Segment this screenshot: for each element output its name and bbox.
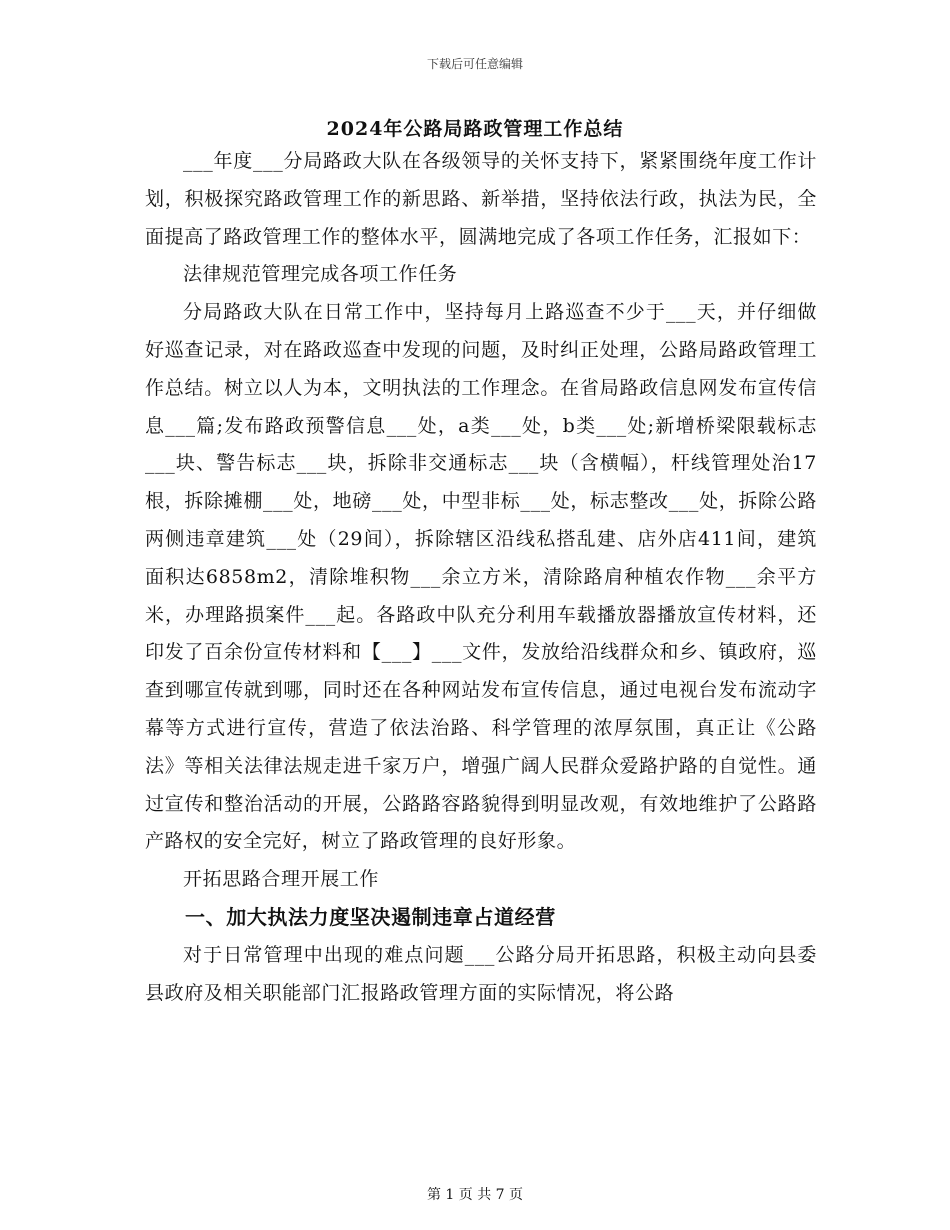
page-number: 第 1 页 共 7 页 (426, 1187, 524, 1203)
document-body (145, 143, 817, 1012)
section-heading-1: 一、加大执法力度坚决遏制违章占道经营 (185, 904, 556, 929)
body-paragraph-1: 分局路政大队在日常工作中，坚持每月上路巡查不少于___天，并仔细做好巡查记录，对在路政巡查中发现的问题，及时纠正处理，公路局路政管理工作总结。树立以人为本，文明执法的工作理念。在省局路政信息网发布宣传信息___篇;发布路政预警信息___处，a类___处，b类___处;新增桥梁限载标志___块、警告标志___块，拆除非交通标志___块（含横幅），杆线管理处治17根，拆除摊棚___处，地磅___处，中型非标___处，标志整改___处，拆除公路两侧违章建筑___处（29间），拆除辖区沿线私搭乱建、店外店411间，建筑面积达6858m2，清除堆积物___余立方米，清除路肩种植农作物___余平方米，办理路损案件___起。各路政中队充分利用车载播放器播放宣传材料，还印发了百余份宣传材料和【___】___文件，发放给沿线群众和乡、镇政府，巡查到哪宣传就到哪，同时还在各种网站发布宣传信息，通过电视台发布流动字幕等方式进行宣传，营造了依法治路、科学管理的浓厚氛围，真正让《公路法》等相关法律法规走进千家万户，增强广阔人民群众爱路护路的自觉性。通过宣传和整治活动的开展，公路路容路貌得到明显改观，有效地维护了公路路产路权的安全完好，树立了路政管理的良好形象。 (145, 301, 817, 853)
intro-paragraph: ___年度___分局路政大队在各级领导的关怀支持下，紧紧围绕年度工作计划，积极探究路政管理工作的新思路、新举措，坚持依法行政，执法为民，全面提高了路政管理工作的整体水平，圆满地完成了各项工作任务，汇报如下： (145, 150, 817, 248)
page-header-note: 下载后可任意编辑 (426, 57, 523, 71)
document-title: 2024年公路局路政管理工作总结 (326, 118, 624, 140)
body-paragraph-2: 对于日常管理中出现的难点问题___公路分局开拓思路，积极主动向县委县政府及相关职能部门汇报路政管理方面的实际情况，将公路 (145, 943, 817, 1004)
section-subtitle-2: 开拓思路合理开展工作 (183, 868, 380, 891)
section-subtitle-1: 法律规范管理完成各项工作任务 (183, 263, 458, 286)
